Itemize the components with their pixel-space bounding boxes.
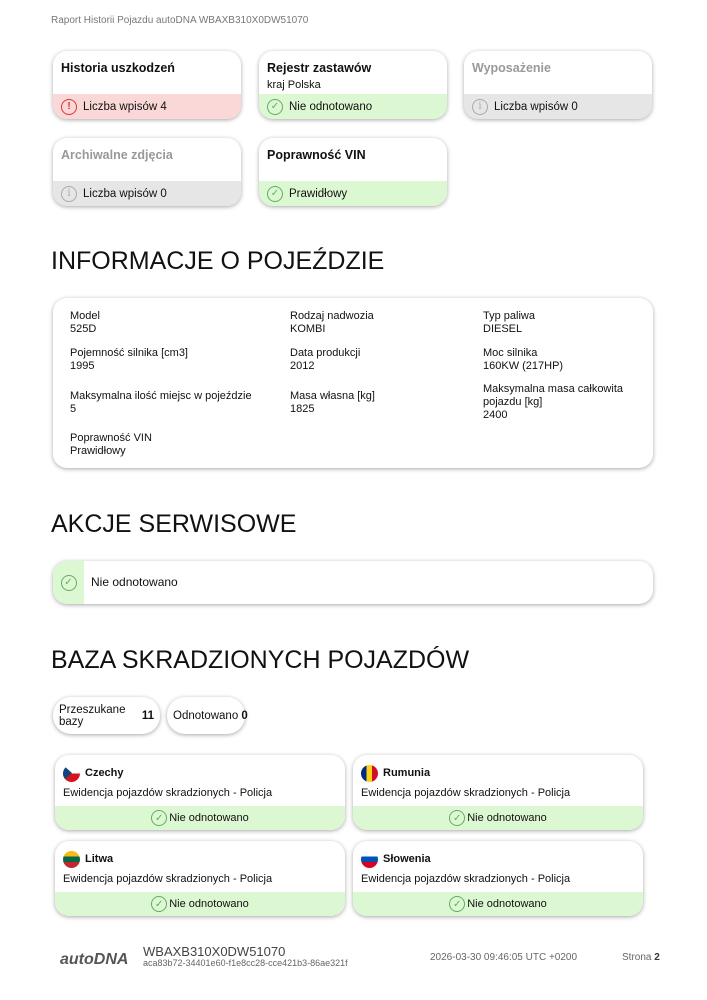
card-status: Nie odnotowano xyxy=(289,100,373,113)
autodna-logo: autoDNA xyxy=(60,951,129,968)
country-card-rumunia: Rumunia Ewidencja pojazdów skradzionych - Policja ✓ Nie odnotowano xyxy=(353,755,643,830)
field-production-date: Data produkcji 2012 xyxy=(290,347,361,372)
service-actions-heading: AKCJE SERWISOWE xyxy=(51,510,297,538)
card-title: Archiwalne zdjęcia xyxy=(61,148,173,162)
flag-lithuania-icon xyxy=(63,851,80,868)
summary-card-vin-validity[interactable] xyxy=(259,138,447,206)
card-subtitle: kraj Polska xyxy=(267,79,321,91)
card-title: Poprawność VIN xyxy=(267,148,366,162)
summary-card-damage-history[interactable] xyxy=(53,51,241,119)
footer-vin: WBAXB310X0DW51070 xyxy=(143,944,286,959)
check-icon: ✓ xyxy=(151,896,167,912)
check-icon: ✓ xyxy=(267,186,283,202)
page-number: Strona 2 xyxy=(622,952,660,963)
summary-card-pledge-register[interactable] xyxy=(259,51,447,119)
vehicle-info-heading: INFORMACJE O POJEŹDZIE xyxy=(51,247,385,275)
alert-icon: ! xyxy=(61,99,77,115)
field-model: Model 525D xyxy=(70,310,100,335)
country-card-czechy: Czechy Ewidencja pojazdów skradzionych - Policja ✓ Nie odnotowano xyxy=(55,755,345,830)
field-engine-power: Moc silnika 160KW (217HP) xyxy=(483,347,564,372)
field-body-type: Rodzaj nadwozia KOMBI xyxy=(290,310,374,335)
info-icon: i xyxy=(472,99,488,115)
card-status: Liczba wpisów 0 xyxy=(494,100,578,113)
footer-timestamp: 2026-03-30 09:46:05 UTC +0200 xyxy=(430,952,578,963)
flag-romania-icon xyxy=(361,765,378,782)
searched-databases-pill: Przeszukane bazy 11 xyxy=(53,697,160,734)
flag-czech-icon xyxy=(63,765,80,782)
card-status: Liczba wpisów 0 xyxy=(83,187,167,200)
info-icon: i xyxy=(61,186,77,202)
card-status: Prawidłowy xyxy=(289,187,348,200)
country-card-slowenia: Słowenia Ewidencja pojazdów skradzionych - Policja ✓ Nie odnotowano xyxy=(353,841,643,916)
field-engine-capacity: Pojemność silnika [cm3] 1995 xyxy=(70,347,188,372)
field-vin-validity: Poprawność VIN Prawidłowy xyxy=(70,432,152,457)
summary-card-archive-photos[interactable] xyxy=(53,138,241,206)
card-title: Historia uszkodzeń xyxy=(61,61,175,75)
flag-slovenia-icon xyxy=(361,851,378,868)
check-icon: ✓ xyxy=(151,810,167,826)
field-max-total-weight: Maksymalna masa całkowita pojazdu [kg] 2400 xyxy=(483,383,623,421)
check-icon: ✓ xyxy=(61,575,77,591)
found-pill: Odnotowano 0 xyxy=(167,697,245,734)
report-header: Raport Historii Pojazdu autoDNA WBAXB310X0DW51070 xyxy=(51,15,309,26)
field-max-seats: Maksymalna ilość miejsc w pojeździe 5 xyxy=(70,390,252,415)
check-icon: ✓ xyxy=(449,810,465,826)
country-card-litwa: Litwa Ewidencja pojazdów skradzionych - Policja ✓ Nie odnotowano xyxy=(55,841,345,916)
check-icon: ✓ xyxy=(267,99,283,115)
field-curb-weight: Masa własna [kg] 1825 xyxy=(290,390,375,415)
footer-hash: aca83b72-34401e60-f1e8cc28-cce421b3-86ae321f xyxy=(143,958,348,968)
vehicle-info-panel xyxy=(53,298,653,468)
service-actions-panel xyxy=(53,561,653,604)
check-icon: ✓ xyxy=(449,896,465,912)
service-status: Nie odnotowano xyxy=(91,575,178,589)
field-fuel-type: Typ paliwa DIESEL xyxy=(483,310,535,335)
card-title: Wyposażenie xyxy=(472,61,551,75)
card-title: Rejestr zastawów xyxy=(267,61,372,75)
card-status: Liczba wpisów 4 xyxy=(83,100,167,113)
summary-card-equipment[interactable] xyxy=(464,51,652,119)
stolen-db-heading: BAZA SKRADZIONYCH POJAZDÓW xyxy=(51,646,470,674)
